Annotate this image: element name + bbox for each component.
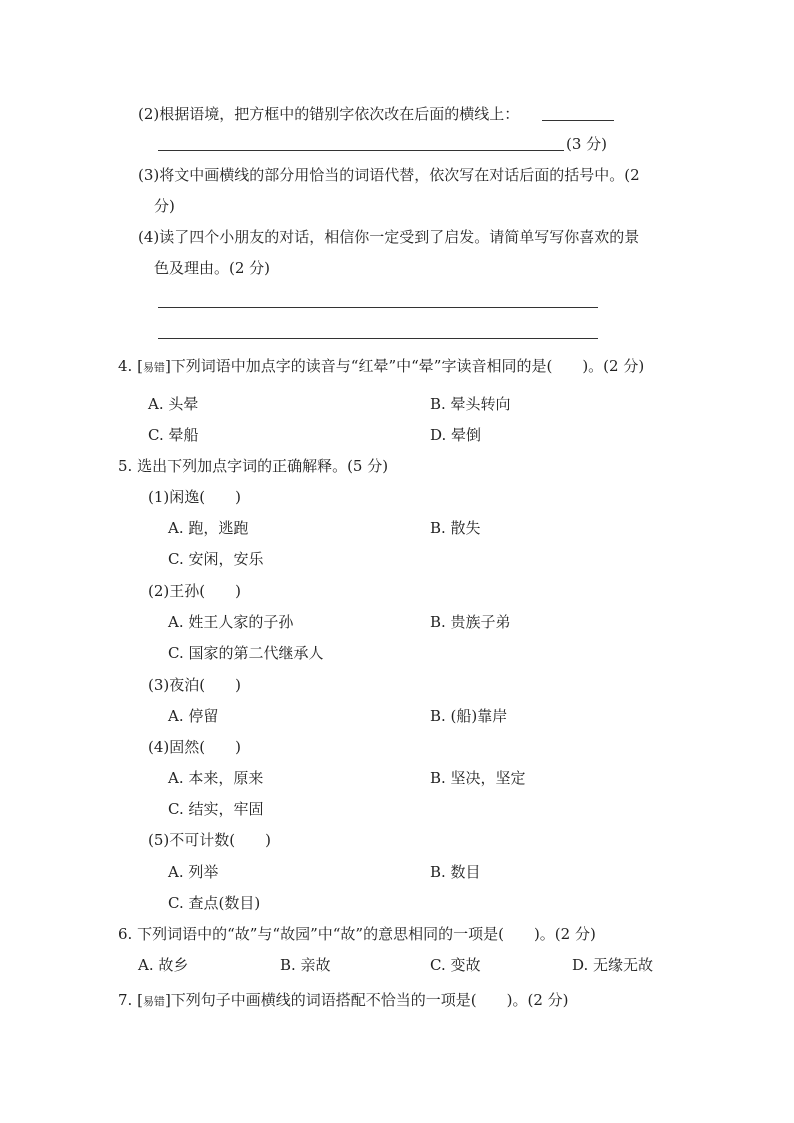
q3-sub2-score: (3 分) (566, 135, 608, 153)
q5-sub5-option-c[interactable]: C. 查点(数目) (168, 894, 261, 912)
q3-sub2-answer-line-2[interactable] (158, 150, 564, 151)
q5-sub4-option-b[interactable]: B. 坚决，坚定 (430, 769, 526, 787)
q3-sub4-answer-line-1[interactable] (158, 307, 598, 308)
q5-sub1-option-b[interactable]: B. 散失 (430, 519, 481, 537)
q5-sub4-option-a[interactable]: A. 本来，原来 (168, 769, 264, 787)
q6-option-a[interactable]: A. 故乡 (138, 956, 189, 974)
q5-sub5-option-a[interactable]: A. 列举 (168, 863, 219, 881)
q3-sub3-line2: 分) (154, 197, 175, 215)
error-prone-tag: 易错 (142, 995, 165, 1008)
q5-sub1-option-c[interactable]: C. 安闲，安乐 (168, 550, 264, 568)
q5-sub2-option-a[interactable]: A. 姓王人家的子孙 (168, 613, 294, 631)
q3-sub4-answer-line-2[interactable] (158, 338, 598, 339)
q4-option-c[interactable]: C. 晕船 (148, 426, 199, 444)
q6-option-d[interactable]: D. 无缘无故 (572, 956, 654, 974)
q4-stem: 4. [易错]下列词语中加点字的读音与“红晕”中“晕”字读音相同的是( )。(2 分) (118, 357, 645, 375)
q6-option-b[interactable]: B. 亲故 (280, 956, 331, 974)
q6-option-c[interactable]: C. 变故 (430, 956, 481, 974)
q5-sub5-option-b[interactable]: B. 数目 (430, 863, 481, 881)
q7-stem: 7. [易错]下列句子中画横线的词语搭配不恰当的一项是( )。(2 分) (118, 991, 569, 1009)
q4-option-d[interactable]: D. 晕倒 (430, 426, 482, 444)
q5-sub4: (4)固然( ) (148, 738, 241, 756)
q3-sub4-line2: 色及理由。(2 分) (154, 259, 271, 277)
q6-stem: 6. 下列词语中的“故”与“故园”中“故”的意思相同的一项是( )。(2 分) (118, 925, 596, 943)
q5-sub2: (2)王孙( ) (148, 582, 241, 600)
q5-sub3-option-b[interactable]: B. (船)靠岸 (430, 707, 508, 725)
q5-sub2-option-c[interactable]: C. 国家的第二代继承人 (168, 644, 324, 662)
q3-sub3-line1: (3)将文中画横线的部分用恰当的词语代替，依次写在对话后面的括号中。(2 (138, 166, 640, 184)
q4-option-b[interactable]: B. 晕头转向 (430, 395, 511, 413)
error-prone-tag: 易错 (142, 361, 165, 374)
q5-sub1-option-a[interactable]: A. 跑，逃跑 (168, 519, 249, 537)
q5-stem: 5. 选出下列加点字词的正确解释。(5 分) (118, 457, 389, 475)
q3-sub2-prompt: (2)根据语境，把方框中的错别字依次改在后面的横线上： (138, 105, 520, 123)
q3-sub2-answer-line-1[interactable] (542, 120, 614, 121)
q5-sub3-option-a[interactable]: A. 停留 (168, 707, 219, 725)
q5-sub1: (1)闲逸( ) (148, 488, 241, 506)
q4-option-a[interactable]: A. 头晕 (148, 395, 199, 413)
q3-sub4-line1: (4)读了四个小朋友的对话，相信你一定受到了启发。请简单写写你喜欢的景 (138, 228, 640, 246)
q5-sub4-option-c[interactable]: C. 结实，牢固 (168, 800, 264, 818)
q5-sub3: (3)夜泊( ) (148, 676, 241, 694)
q5-sub2-option-b[interactable]: B. 贵族子弟 (430, 613, 511, 631)
q5-sub5: (5)不可计数( ) (148, 831, 271, 849)
